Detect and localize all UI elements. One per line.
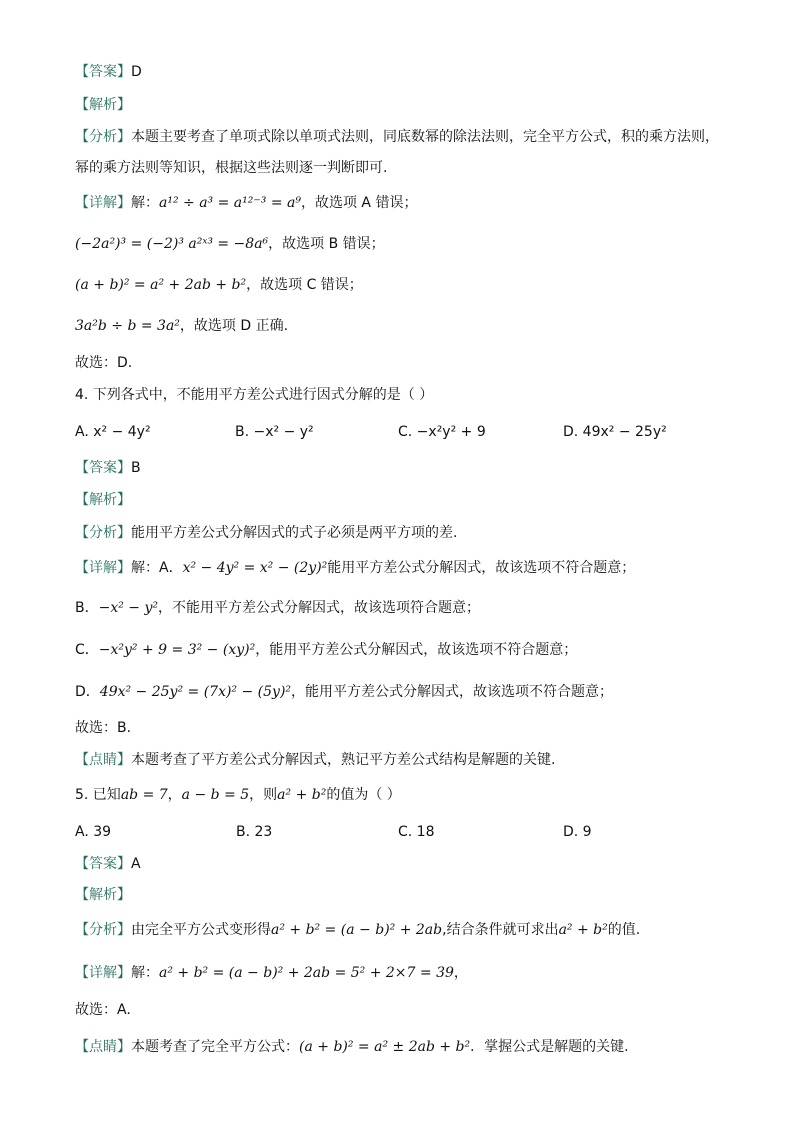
- choice-line-q5: 故选：A.: [75, 1002, 131, 1018]
- detail-line-q4-d: D．49x² − 25y² = (7x)² − (5y)²，能用平方差公式分解因式，故该选项不符合题意；: [75, 684, 614, 700]
- detail-line-q3-d: 3a²b ÷ b = 3a²，故选项 D 正确.: [75, 318, 289, 334]
- q5-option-c: C. 18: [398, 824, 435, 840]
- question-4: 4. 下列各式中，不能用平方差公式进行因式分解的是（ ）: [75, 387, 434, 403]
- comment-line-q5: 【点睛】本题考查了完全平方公式：(a + b)² = a² ± 2ab + b²．掌握公式是解题的关键.: [75, 1039, 629, 1055]
- detail-line-q4-c: C．−x²y² + 9 = 3² − (xy)²，能用平方差公式分解因式，故该选项不符合题意；: [75, 642, 578, 658]
- analysis-tag: 【解析】: [75, 97, 131, 113]
- analysis-heading-q4: 【解析】: [75, 492, 131, 508]
- q4-option-a: A. x² − 4y²: [75, 424, 151, 440]
- analysis-heading-q3: [75, 95, 724, 115]
- detail-line-q3-c: (a + b)² = a² + 2ab + b²，故选项 C 错误；: [75, 277, 363, 293]
- answer-line-q5: 【答案】A: [75, 856, 141, 872]
- q5-option-b: B. 23: [236, 824, 273, 840]
- answer-line-q4: 【答案】B: [75, 460, 141, 476]
- detail-line-q4-a: 【详解】解：A．x² − 4y² = x² − (2y)²能用平方差公式分解因式，故该选项不符合题意；: [75, 560, 636, 576]
- q5-option-a: A. 39: [75, 824, 112, 840]
- choice-line-q3: 故选：D.: [75, 355, 133, 371]
- choice-line-q4: 故选：B.: [75, 720, 132, 736]
- analysis-line-q3-cont: 幂的乘方法则等知识，根据这些法则逐一判断即可.: [75, 160, 388, 176]
- detail-line-q3-b: (−2a²)³ = (−2)³ a²ˣ³ = −8a⁶，故选项 B 错误；: [75, 236, 385, 252]
- analysis-line-q5: 【分析】由完全平方公式变形得a² + b² = (a − b)² + 2ab,结合条件就可求出a² + b²的值.: [75, 922, 641, 938]
- answer-tag: 【答案】: [75, 64, 131, 80]
- answer-line-q3: 【答案】D: [75, 64, 142, 80]
- q4-option-c: C. −x²y² + 9: [398, 424, 486, 440]
- q5-option-d: D. 9: [563, 824, 592, 840]
- detail-line-q5: 【详解】解：a² + b² = (a − b)² + 2ab = 5² + 2×7 = 39，: [75, 965, 468, 981]
- question-5: 5. 已知ab = 7，a − b = 5，则a² + b²的值为（ ）: [75, 787, 401, 803]
- detail-line-q4-b: B．−x² − y²，不能用平方差公式分解因式，故该选项符合题意；: [75, 600, 480, 616]
- analysis-heading-q5: 【解析】: [75, 887, 131, 903]
- q4-option-b: B. −x² − y²: [235, 424, 314, 440]
- detail-line-q3-a: 【详解】解：a¹² ÷ a³ = a¹²⁻³ = a⁹，故选项 A 错误；: [75, 195, 418, 211]
- analysis-line-q3: 【分析】本题主要考查了单项式除以单项式法则，同底数幂的除法法则，完全平方公式，积的乘方法则，: [75, 129, 719, 145]
- q4-option-d: D. 49x² − 25y²: [563, 424, 667, 440]
- comment-line-q4: 【点睛】本题考查了平方差公式分解因式，熟记平方差公式结构是解题的关键.: [75, 752, 556, 768]
- analysis-line-q4: 【分析】能用平方差公式分解因式的式子必须是两平方项的差.: [75, 525, 458, 541]
